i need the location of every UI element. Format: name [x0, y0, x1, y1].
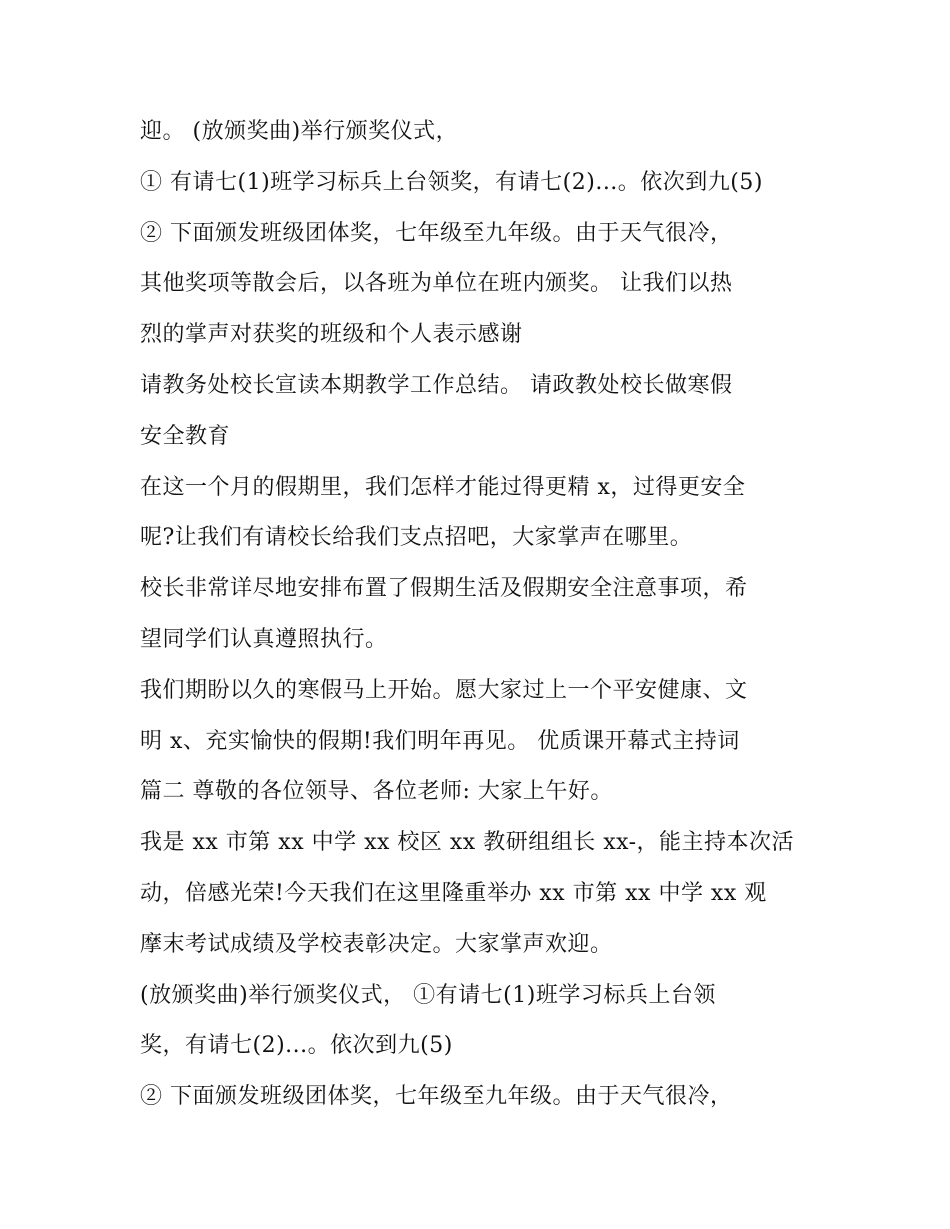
text-line: 校长非常详尽地安排布置了假期生活及假期安全注意事项，希	[140, 576, 748, 602]
text-line: 烈的掌声对获奖的班级和个人表示感谢	[140, 322, 523, 348]
text-line: 我是 xx 市第 xx 中学 xx 校区 xx 教研组组长 xx-，能主持本次活	[140, 830, 795, 856]
text-line: 望同学们认真遵照执行。	[140, 626, 388, 652]
text-line: 明 x、充实愉快的假期!我们明年再见。 优质课开幕式主持词	[140, 728, 740, 754]
text-line: 呢?让我们有请校长给我们支点招吧，大家掌声在哪里。	[140, 525, 693, 551]
text-line: 篇二 尊敬的各位领导、各位老师: 大家上午好。	[140, 779, 613, 805]
text-line: (放颁奖曲)举行颁奖仪式， ①有请七(1)班学习标兵上台领	[140, 982, 716, 1008]
text-line: ② 下面颁发班级团体奖，七年级至九年级。由于天气很冷，	[140, 220, 733, 246]
text-line: 动，倍感光荣!今天我们在这里隆重举办 xx 市第 xx 中学 xx 观	[140, 880, 767, 906]
text-line: 在这一个月的假期里，我们怎样才能过得更精 x，过得更安全	[140, 474, 746, 500]
text-line: ① 有请七(1)班学习标兵上台领奖，有请七(2)...。依次到九(5)	[140, 169, 763, 195]
text-line: 摩末考试成绩及学校表彰决定。大家掌声欢迎。	[140, 931, 613, 957]
text-line: 奖，有请七(2)...。依次到九(5)	[140, 1033, 453, 1059]
text-line: ② 下面颁发班级团体奖，七年级至九年级。由于天气很冷，	[140, 1084, 733, 1110]
document-body	[140, 107, 840, 1123]
text-line: 我们期盼以久的寒假马上开始。愿大家过上一个平安健康、文	[140, 677, 748, 703]
text-line: 迎。 (放颁奖曲)举行颁奖仪式，	[140, 119, 459, 144]
text-line: 请教务处校长宣读本期教学工作总结。 请政教处校长做寒假	[140, 372, 733, 398]
text-line: 其他奖项等散会后，以各班为单位在班内颁奖。 让我们以热	[140, 271, 733, 297]
text-line: 安全教育	[140, 423, 231, 449]
